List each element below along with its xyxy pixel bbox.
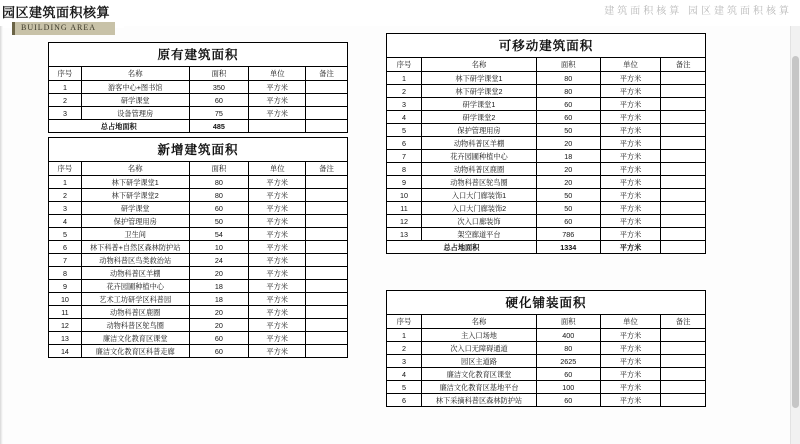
cell-unit: 平方米 <box>249 176 306 189</box>
title-block <box>0 0 124 32</box>
cell-name: 次入口廊装饰 <box>422 215 537 228</box>
cell-area: 60 <box>536 368 600 381</box>
grid-existing <box>48 66 348 133</box>
total-value: 1334 <box>536 241 600 254</box>
table-row <box>49 319 348 332</box>
cell-name: 动物科普区鹿圈 <box>422 163 537 176</box>
cell-note <box>661 394 706 407</box>
cell-note <box>306 319 348 332</box>
table-title-movable: 可移动建筑面积 <box>386 33 706 57</box>
cell-unit: 平方米 <box>600 381 661 394</box>
cell-index: 11 <box>49 306 82 319</box>
cell-unit: 平方米 <box>600 189 661 202</box>
cell-unit: 平方米 <box>600 124 661 137</box>
table-row <box>49 267 348 280</box>
cell-area: 50 <box>189 215 249 228</box>
cell-index: 4 <box>387 111 422 124</box>
cell-area: 18 <box>189 293 249 306</box>
cell-unit: 平方米 <box>600 176 661 189</box>
cell-area: 60 <box>189 202 249 215</box>
cell-note <box>306 332 348 345</box>
col-header-note: 备注 <box>306 162 348 176</box>
cell-name: 研学课堂1 <box>422 98 537 111</box>
cell-area: 60 <box>536 111 600 124</box>
cell-index: 4 <box>49 215 82 228</box>
cell-note <box>661 368 706 381</box>
table-row <box>387 176 706 189</box>
table-row <box>387 202 706 215</box>
table-row <box>387 72 706 85</box>
page-title: 园区建筑面积核算 <box>2 5 111 20</box>
col-header-index: 序号 <box>387 315 422 329</box>
cell-note <box>661 241 706 254</box>
cell-name: 廉洁文化教育区课堂 <box>422 368 537 381</box>
grid-new-body <box>49 176 348 358</box>
cell-area: 50 <box>536 124 600 137</box>
table-row <box>49 94 348 107</box>
cell-note <box>661 176 706 189</box>
cell-area: 60 <box>189 332 249 345</box>
cell-index: 12 <box>49 319 82 332</box>
table-row <box>49 81 348 94</box>
cell-note <box>661 228 706 241</box>
cell-note <box>306 280 348 293</box>
table-row <box>49 189 348 202</box>
cell-name: 次入口无障碍通道 <box>422 342 537 355</box>
grid-movable <box>386 57 706 254</box>
vertical-scrollbar-track[interactable] <box>790 26 800 444</box>
table-row <box>387 394 706 407</box>
cell-unit: 平方米 <box>600 394 661 407</box>
col-header-note: 备注 <box>306 67 348 81</box>
cell-name: 入口大门廊装饰2 <box>422 202 537 215</box>
cell-unit: 平方米 <box>600 342 661 355</box>
cell-name: 动物科普区鹿圈 <box>81 306 189 319</box>
cell-name: 动物科普区鸵鸟圈 <box>422 176 537 189</box>
cell-index: 2 <box>387 85 422 98</box>
cell-unit: 平方米 <box>600 202 661 215</box>
col-header-name: 名称 <box>422 315 537 329</box>
cell-area: 80 <box>536 342 600 355</box>
cell-name: 园区主道路 <box>422 355 537 368</box>
table-row <box>387 355 706 368</box>
cell-unit: 平方米 <box>600 85 661 98</box>
table-row <box>387 342 706 355</box>
total-label: 总占地面积 <box>387 241 537 254</box>
cell-area: 60 <box>189 94 249 107</box>
cell-note <box>661 381 706 394</box>
cell-name: 林下研学课堂1 <box>81 176 189 189</box>
cell-unit: 平方米 <box>249 267 306 280</box>
cell-note <box>306 81 348 94</box>
cell-note <box>661 342 706 355</box>
col-header-index: 序号 <box>49 67 82 81</box>
cell-unit: 平方米 <box>600 368 661 381</box>
col-header-unit: 单位 <box>249 162 306 176</box>
cell-area: 10 <box>189 241 249 254</box>
cell-name: 保护管理用房 <box>81 215 189 228</box>
cell-unit: 平方米 <box>249 81 306 94</box>
table-row <box>49 215 348 228</box>
cell-unit <box>249 120 306 133</box>
cell-name: 廉洁文化教育区基地平台 <box>422 381 537 394</box>
col-header-area: 面积 <box>536 315 600 329</box>
cell-note <box>306 202 348 215</box>
table-row <box>387 124 706 137</box>
cell-note <box>306 228 348 241</box>
cell-unit: 平方米 <box>249 94 306 107</box>
cell-unit: 平方米 <box>600 241 661 254</box>
col-header-area: 面积 <box>536 58 600 72</box>
cell-unit: 平方米 <box>249 107 306 120</box>
cell-index: 9 <box>387 176 422 189</box>
table-row <box>387 85 706 98</box>
cell-unit: 平方米 <box>600 72 661 85</box>
cell-name: 林下科普+自然区森林防护站 <box>81 241 189 254</box>
cell-index: 5 <box>387 381 422 394</box>
table-title-paving: 硬化铺装面积 <box>386 290 706 314</box>
cell-name: 研学课堂2 <box>422 111 537 124</box>
cell-note <box>306 120 348 133</box>
cell-index: 10 <box>49 293 82 306</box>
cell-area: 60 <box>536 215 600 228</box>
cell-index: 14 <box>49 345 82 358</box>
table-row <box>49 280 348 293</box>
total-value: 485 <box>189 120 249 133</box>
cell-index: 7 <box>49 254 82 267</box>
cell-index: 9 <box>49 280 82 293</box>
cell-index: 13 <box>387 228 422 241</box>
cell-name: 研学课堂 <box>81 94 189 107</box>
table-title-existing: 原有建筑面积 <box>48 42 348 66</box>
cell-area: 350 <box>189 81 249 94</box>
table-row <box>387 98 706 111</box>
cell-note <box>306 241 348 254</box>
table-row <box>49 241 348 254</box>
cell-name: 林下研学课堂2 <box>422 85 537 98</box>
grid-new <box>48 161 348 358</box>
cell-index: 2 <box>49 189 82 202</box>
cell-name: 架空廊道平台 <box>422 228 537 241</box>
cell-index: 3 <box>49 107 82 120</box>
cell-note <box>306 306 348 319</box>
cell-name: 动物科普区鸟类救治站 <box>81 254 189 267</box>
col-header-unit: 单位 <box>600 58 661 72</box>
cell-area: 80 <box>536 72 600 85</box>
cell-note <box>661 189 706 202</box>
cell-index: 12 <box>387 215 422 228</box>
cell-index: 3 <box>387 355 422 368</box>
cell-name: 设备管理房 <box>81 107 189 120</box>
cell-area: 400 <box>536 329 600 342</box>
cell-note <box>306 215 348 228</box>
table-row <box>387 137 706 150</box>
table-total-row <box>387 241 706 254</box>
table-header-row <box>387 58 706 72</box>
table-row <box>387 163 706 176</box>
cell-unit: 平方米 <box>249 202 306 215</box>
table-row <box>387 111 706 124</box>
table-row <box>49 228 348 241</box>
table-row <box>49 293 348 306</box>
table-movable-area <box>386 33 706 254</box>
cell-name: 林下研学课堂1 <box>422 72 537 85</box>
cell-index: 3 <box>49 202 82 215</box>
cell-unit: 平方米 <box>600 150 661 163</box>
cell-unit: 平方米 <box>249 254 306 267</box>
cell-note <box>661 150 706 163</box>
page-left-shadow <box>0 26 3 444</box>
cell-area: 18 <box>536 150 600 163</box>
table-row <box>387 215 706 228</box>
total-label: 总占地面积 <box>49 120 190 133</box>
cell-unit: 平方米 <box>249 306 306 319</box>
cell-unit: 平方米 <box>600 98 661 111</box>
table-row <box>49 345 348 358</box>
col-header-name: 名称 <box>422 58 537 72</box>
header-watermark: 建筑面积核算 园区建筑面积核算 <box>604 6 792 17</box>
cell-index: 8 <box>49 267 82 280</box>
cell-area: 20 <box>536 137 600 150</box>
cell-note <box>306 267 348 280</box>
cell-unit: 平方米 <box>249 228 306 241</box>
cell-name: 花卉园圃种植中心 <box>81 280 189 293</box>
cell-index: 4 <box>387 368 422 381</box>
cell-index: 1 <box>387 72 422 85</box>
cell-note <box>306 107 348 120</box>
cell-index: 1 <box>49 81 82 94</box>
cell-name: 动物科普区羊棚 <box>81 267 189 280</box>
table-title-new: 新增建筑面积 <box>48 137 348 161</box>
col-header-index: 序号 <box>49 162 82 176</box>
table-header-row <box>49 67 348 81</box>
cell-area: 60 <box>536 98 600 111</box>
cell-name: 廉洁文化教育区课堂 <box>81 332 189 345</box>
cell-area: 80 <box>536 85 600 98</box>
cell-index: 2 <box>387 342 422 355</box>
cell-area: 20 <box>536 176 600 189</box>
cell-note <box>661 124 706 137</box>
table-row <box>387 150 706 163</box>
cell-unit: 平方米 <box>249 345 306 358</box>
cell-name: 入口大门廊装饰1 <box>422 189 537 202</box>
cell-unit: 平方米 <box>249 241 306 254</box>
vertical-scrollbar-thumb[interactable] <box>792 56 799 408</box>
cell-index: 11 <box>387 202 422 215</box>
cell-unit: 平方米 <box>600 215 661 228</box>
cell-index: 6 <box>49 241 82 254</box>
cell-note <box>661 98 706 111</box>
cell-unit: 平方米 <box>600 163 661 176</box>
cell-unit: 平方米 <box>600 111 661 124</box>
cell-note <box>661 329 706 342</box>
cell-unit: 平方米 <box>249 215 306 228</box>
table-row <box>49 254 348 267</box>
cell-area: 20 <box>189 267 249 280</box>
subtitle-banner <box>12 22 115 35</box>
col-header-area: 面积 <box>189 67 249 81</box>
col-header-unit: 单位 <box>600 315 661 329</box>
cell-name: 保护管理用房 <box>422 124 537 137</box>
cell-unit: 平方米 <box>249 332 306 345</box>
cell-index: 13 <box>49 332 82 345</box>
cell-index: 2 <box>49 94 82 107</box>
cell-note <box>661 111 706 124</box>
subtitle-text: BUILDING AREA <box>21 23 96 32</box>
table-row <box>387 381 706 394</box>
cell-name: 卫生间 <box>81 228 189 241</box>
table-paving-area <box>386 290 706 407</box>
cell-name: 研学课堂 <box>81 202 189 215</box>
table-row <box>49 107 348 120</box>
cell-note <box>661 163 706 176</box>
col-header-name: 名称 <box>81 162 189 176</box>
cell-index: 6 <box>387 394 422 407</box>
cell-unit: 平方米 <box>600 228 661 241</box>
table-row <box>387 228 706 241</box>
table-header-row <box>49 162 348 176</box>
cell-name: 游客中心+图书馆 <box>81 81 189 94</box>
cell-note <box>306 254 348 267</box>
cell-note <box>661 72 706 85</box>
col-header-note: 备注 <box>661 315 706 329</box>
table-row <box>387 368 706 381</box>
cell-area: 2625 <box>536 355 600 368</box>
cell-area: 20 <box>189 306 249 319</box>
cell-area: 100 <box>536 381 600 394</box>
grid-paving <box>386 314 706 407</box>
col-header-area: 面积 <box>189 162 249 176</box>
table-row <box>49 202 348 215</box>
table-row <box>49 176 348 189</box>
cell-name: 动物科普区羊棚 <box>422 137 537 150</box>
cell-note <box>661 202 706 215</box>
cell-unit: 平方米 <box>600 329 661 342</box>
cell-area: 80 <box>189 189 249 202</box>
cell-area: 20 <box>189 319 249 332</box>
cell-unit: 平方米 <box>600 355 661 368</box>
cell-index: 7 <box>387 150 422 163</box>
table-row <box>49 332 348 345</box>
cell-area: 60 <box>536 394 600 407</box>
cell-area: 786 <box>536 228 600 241</box>
cell-area: 54 <box>189 228 249 241</box>
cell-area: 80 <box>189 176 249 189</box>
cell-unit: 平方米 <box>249 189 306 202</box>
cell-area: 60 <box>189 345 249 358</box>
cell-unit: 平方米 <box>249 319 306 332</box>
cell-name: 林下研学课堂2 <box>81 189 189 202</box>
col-header-name: 名称 <box>81 67 189 81</box>
cell-index: 8 <box>387 163 422 176</box>
cell-unit: 平方米 <box>600 137 661 150</box>
cell-note <box>661 215 706 228</box>
cell-index: 1 <box>387 329 422 342</box>
table-row <box>49 306 348 319</box>
table-existing-area <box>48 42 348 133</box>
cell-note <box>661 85 706 98</box>
cell-name: 廉洁文化教育区科普走廊 <box>81 345 189 358</box>
cell-index: 5 <box>387 124 422 137</box>
cell-index: 10 <box>387 189 422 202</box>
cell-unit: 平方米 <box>249 293 306 306</box>
cell-index: 6 <box>387 137 422 150</box>
cell-name: 花卉园圃种植中心 <box>422 150 537 163</box>
col-header-note: 备注 <box>661 58 706 72</box>
table-new-area <box>48 137 348 358</box>
cell-name: 动物科普区鸵鸟圈 <box>81 319 189 332</box>
table-row <box>387 189 706 202</box>
cell-note <box>306 293 348 306</box>
cell-note <box>306 94 348 107</box>
cell-area: 50 <box>536 202 600 215</box>
cell-note <box>306 176 348 189</box>
cell-name: 主入口场地 <box>422 329 537 342</box>
cell-note <box>661 137 706 150</box>
cell-area: 75 <box>189 107 249 120</box>
table-header-row <box>387 315 706 329</box>
cell-area: 50 <box>536 189 600 202</box>
cell-area: 18 <box>189 280 249 293</box>
cell-unit: 平方米 <box>249 280 306 293</box>
cell-name: 林下采摘科普区森林防护站 <box>422 394 537 407</box>
col-header-unit: 单位 <box>249 67 306 81</box>
cell-area: 24 <box>189 254 249 267</box>
cell-index: 3 <box>387 98 422 111</box>
cell-note <box>661 355 706 368</box>
table-row <box>387 329 706 342</box>
cell-index: 1 <box>49 176 82 189</box>
cell-name: 艺术工坊研学区科普园 <box>81 293 189 306</box>
table-total-row <box>49 120 348 133</box>
cell-index: 5 <box>49 228 82 241</box>
cell-note <box>306 189 348 202</box>
cell-area: 20 <box>536 163 600 176</box>
col-header-index: 序号 <box>387 58 422 72</box>
cell-note <box>306 345 348 358</box>
